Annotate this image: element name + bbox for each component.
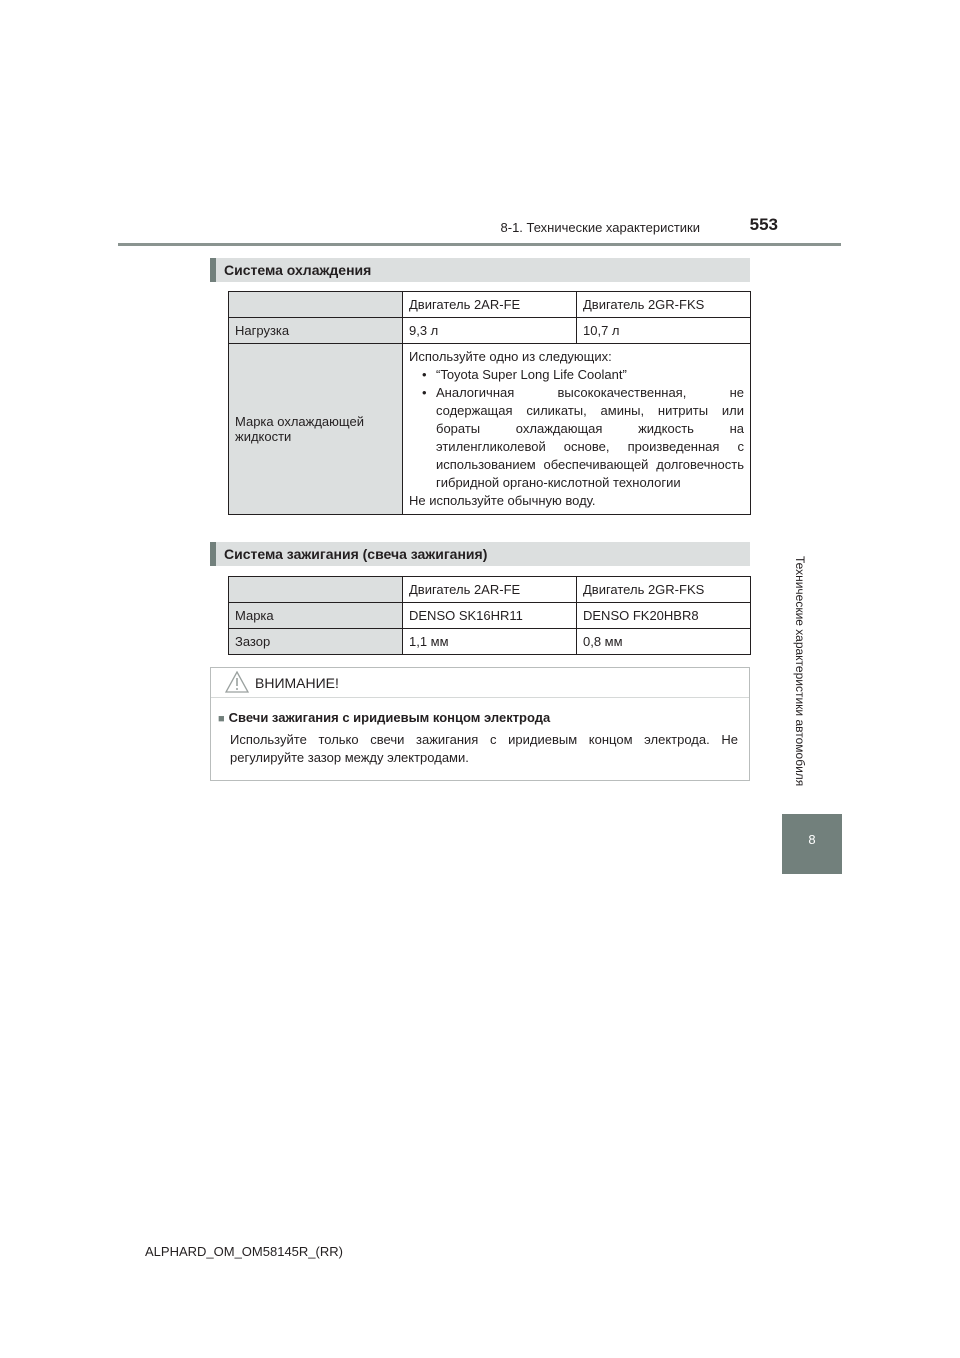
cooling-section-heading: Система охлаждения — [210, 258, 750, 282]
warning-triangle-icon — [225, 671, 249, 698]
table-cell: DENSO FK20HBR8 — [577, 603, 751, 629]
coolant-option: • Аналогичная высококачественная, не содержащая силикаты, амины, нитриты или бораты охлаждающая жидкость на этиленгликолевой основе, произведенная с использованием обеспечивающей долговечность гибридной органо-кислотной технологии — [409, 384, 744, 492]
table-header-cell: Двигатель 2AR-FE — [403, 292, 577, 318]
table-row — [229, 318, 751, 344]
table-row — [229, 629, 751, 655]
ignition-spec-table — [228, 576, 751, 655]
caution-subheading — [218, 710, 550, 725]
footer-code: ALPHARD_OM_OM58145R_(RR) — [145, 1244, 343, 1259]
page-number: 553 — [749, 215, 778, 234]
row-label-coolant: Марка охлаждающей жидкости — [229, 344, 403, 515]
coolant-intro: Используйте одно из следующих: — [409, 349, 612, 364]
chapter-tab — [782, 814, 842, 874]
side-section-label: Технические характеристики автомобиля — [793, 556, 807, 787]
caution-label: ВНИМАНИЕ! — [255, 675, 339, 691]
table-header-row — [229, 292, 751, 318]
table-row — [229, 344, 751, 515]
row-label-capacity: Нагрузка — [229, 318, 403, 344]
table-cell: 0,8 мм — [577, 629, 751, 655]
chapter-number: 8 — [808, 832, 816, 847]
row-label-gap: Зазор — [229, 629, 403, 655]
header-title: 8-1. Технические характеристики — [500, 220, 700, 235]
caution-text: Используйте только свечи зажигания с иридиевым концом электрода. Не регулируйте зазор между электродами. — [230, 732, 738, 765]
coolant-option: • “Toyota Super Long Life Coolant” — [409, 366, 744, 384]
table-header-cell — [229, 292, 403, 318]
table-header-cell: Двигатель 2AR-FE — [403, 577, 577, 603]
table-header-cell — [229, 577, 403, 603]
caution-subheading-text: Свечи зажигания с иридиевым концом электрода — [228, 710, 551, 725]
header-rule — [118, 243, 841, 246]
cooling-spec-table — [228, 291, 751, 515]
square-bullet-icon: ■ — [218, 713, 225, 725]
caution-header — [211, 668, 749, 698]
table-cell: 1,1 мм — [403, 629, 577, 655]
coolant-description — [403, 344, 751, 515]
table-cell: 9,3 л — [403, 318, 577, 344]
coolant-note: Не используйте обычную воду. — [409, 493, 596, 508]
table-header-cell: Двигатель 2GR-FKS — [577, 577, 751, 603]
table-header-row — [229, 577, 751, 603]
table-cell: DENSO SK16HR11 — [403, 603, 577, 629]
table-cell: 10,7 л — [577, 318, 751, 344]
row-label-brand: Марка — [229, 603, 403, 629]
ignition-section-heading: Система зажигания (свеча зажигания) — [210, 542, 750, 566]
table-row — [229, 603, 751, 629]
table-header-cell: Двигатель 2GR-FKS — [577, 292, 751, 318]
caution-box — [210, 667, 750, 781]
